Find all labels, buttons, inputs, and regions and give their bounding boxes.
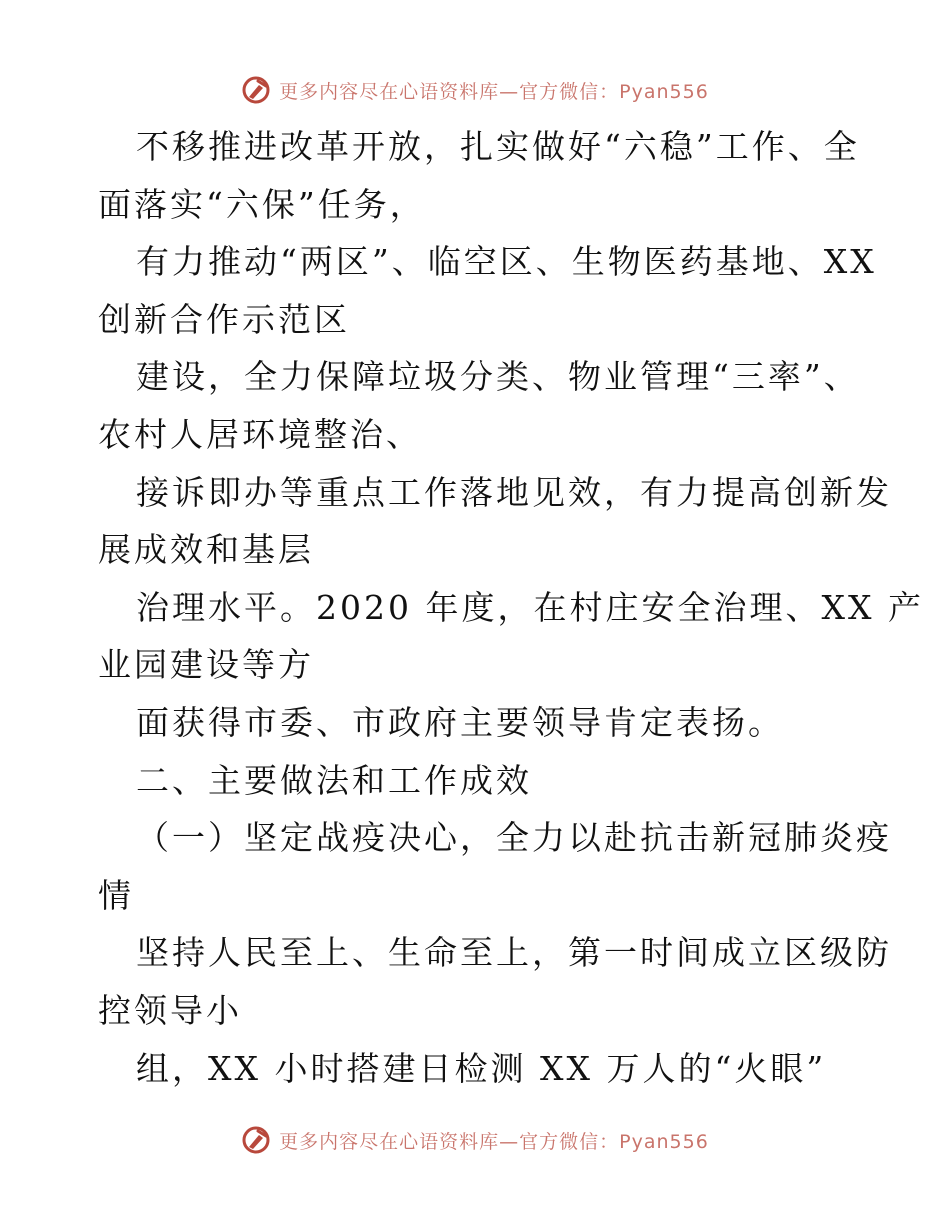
subsection-heading-continued: 情	[98, 875, 134, 915]
text-line: 农村人居环境整治、	[98, 414, 422, 454]
text-line: 有力推动“两区”、临空区、生物医药基地、XX	[136, 242, 877, 282]
text-line: 不移推进改革开放，扎实做好“六稳”工作、全	[136, 127, 860, 166]
text-line: 创新合作示范区	[98, 299, 350, 339]
pen-nib-circle-logo-icon	[241, 75, 271, 105]
document-body	[98, 118, 924, 1097]
text-line: 业园建设等方	[98, 645, 314, 685]
banner-text: 更多内容尽在心语资料库—官方微信：Pyan556	[279, 80, 709, 103]
text-line: 组，XX 小时搭建日检测 XX 万人的“火眼”	[136, 1048, 827, 1088]
text-line: 治理水平。2020 年度，在村庄安全治理、XX 产	[136, 587, 924, 627]
text-line: 控领导小	[98, 990, 242, 1030]
footer-banner	[0, 1120, 950, 1160]
banner-text: 更多内容尽在心语资料库—官方微信：Pyan556	[279, 1130, 709, 1153]
header-banner	[0, 70, 950, 110]
text-line: 展成效和基层	[98, 530, 314, 570]
text-line: 坚持人民至上、生命至上，第一时间成立区级防	[136, 933, 892, 973]
text-line: 面获得市委、市政府主要领导肯定表扬。	[136, 702, 784, 742]
text-line: 接诉即办等重点工作落地见效，有力提高创新发	[136, 472, 892, 512]
pen-nib-circle-logo-icon	[241, 1125, 271, 1155]
text-line: 建设，全力保障垃圾分类、物业管理“三率”、	[136, 357, 860, 397]
subsection-heading: （一）坚定战疫决心，全力以赴抗击新冠肺炎疫	[136, 818, 892, 858]
text-line: 面落实“六保”任务，	[98, 184, 426, 224]
section-heading: 二、主要做法和工作成效	[136, 760, 532, 800]
